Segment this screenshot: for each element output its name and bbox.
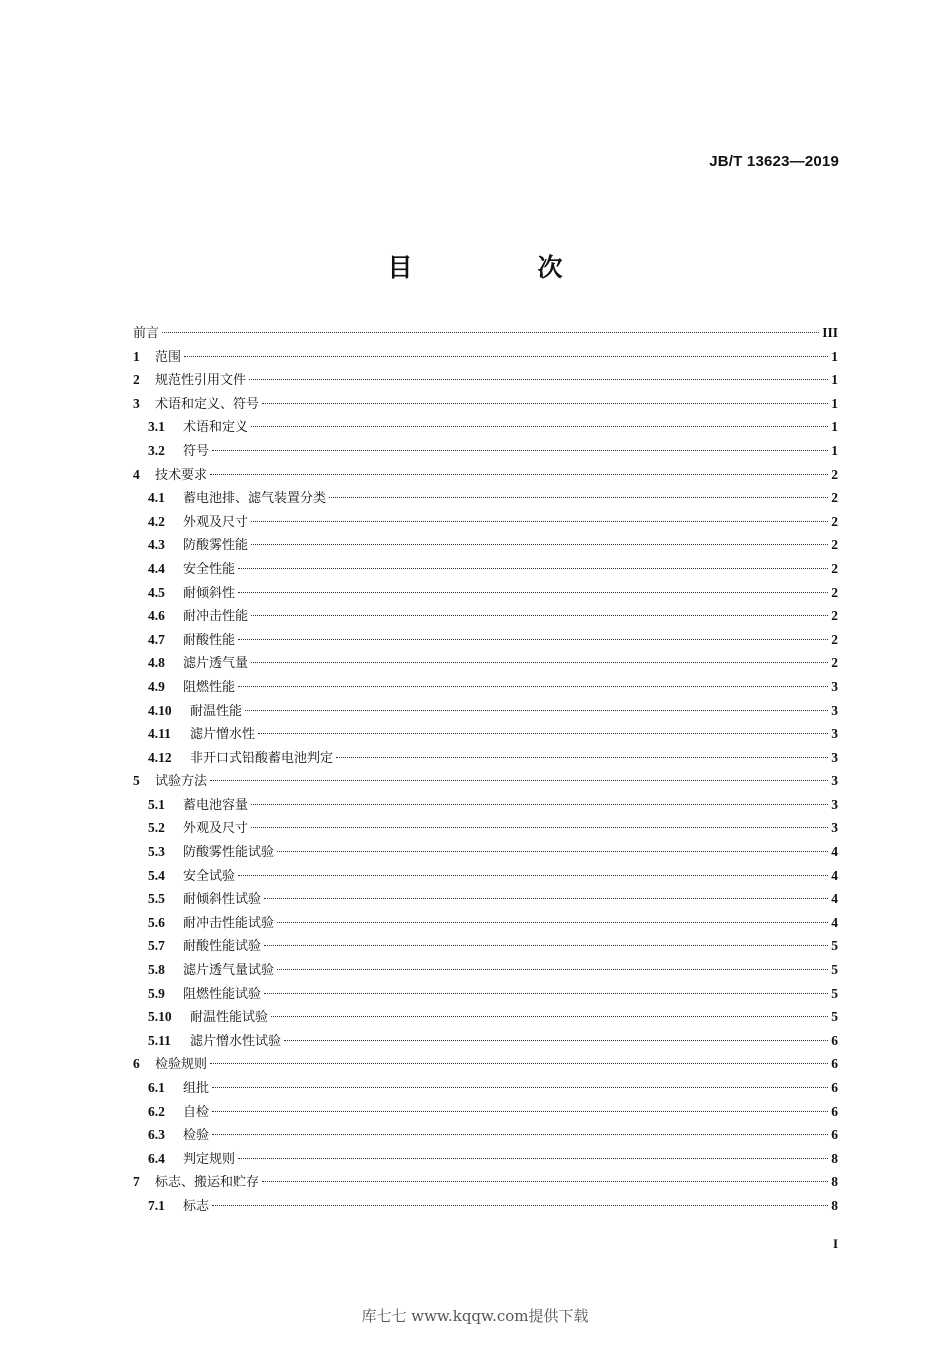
toc-entry-title: 蓄电池容量 [183,797,249,813]
toc-entry-number: 6.3 [148,1127,165,1143]
toc-entry-number: 4 [133,466,140,482]
toc-dot-leader [238,686,828,687]
toc-entry-page: 3 [831,726,838,742]
toc-entry-number: 5.11 [148,1032,171,1048]
toc-entry[interactable] [133,887,838,911]
toc-dot-leader [336,757,828,758]
toc-dot-leader [249,379,828,380]
toc-entry-page: 2 [831,466,838,482]
toc-entry-page: 1 [831,372,838,388]
toc-dot-leader [262,403,828,404]
toc-entry-number: 3 [133,395,140,411]
toc-entry-title: 耐温性能 [190,703,243,719]
toc-entry[interactable] [133,1147,838,1171]
toc-dot-leader [271,1016,828,1017]
toc-entry-title: 检验规则 [155,1057,208,1073]
toc-entry[interactable] [133,463,838,487]
toc-entry-title: 术语和定义 [183,420,249,436]
toc-entry-page: 5 [831,985,838,1001]
toc-entry[interactable] [133,392,838,416]
toc-entry-number: 5.3 [148,844,165,860]
toc-entry-number: 5.6 [148,914,165,930]
toc-entry-title: 范围 [155,349,182,365]
toc-entry[interactable] [133,864,838,888]
toc-entry[interactable] [133,628,838,652]
toc-dot-leader [264,898,828,899]
toc-dot-leader [251,615,828,616]
toc-entry-title: 技术要求 [155,467,208,483]
toc-entry-title: 检验 [183,1128,210,1144]
toc-entry-title: 耐倾斜性试验 [183,892,262,908]
toc-entry-page: 1 [831,442,838,458]
toc-entry-page: 5 [831,1009,838,1025]
toc-dot-leader [258,733,828,734]
toc-entry-title: 非开口式铅酸蓄电池判定 [190,750,334,766]
toc-entry-page: 2 [831,608,838,624]
toc-entry-title: 滤片透气量试验 [183,963,275,979]
toc-entry-page: 8 [831,1174,838,1190]
toc-entry[interactable] [133,368,838,392]
toc-entry-page: 6 [831,1127,838,1143]
toc-entry-title: 防酸雾性能试验 [183,845,275,861]
toc-entry-title: 术语和定义、符号 [155,396,260,412]
toc-entry-title: 安全试验 [183,868,236,884]
toc-entry-title: 组批 [183,1081,210,1096]
toc-entry-number: 6.1 [148,1080,165,1095]
toc-entry-page: 8 [831,1150,838,1166]
toc-entry[interactable] [133,675,838,699]
toc-entry[interactable] [133,982,838,1006]
toc-entry-title: 耐冲击性能试验 [183,915,275,931]
toc-entry-title: 自检 [183,1104,210,1120]
toc-entry-title: 安全性能 [183,561,236,577]
toc-entry-number: 4.2 [148,513,165,529]
toc-entry-page: 2 [831,631,838,647]
toc-entry-title: 耐冲击性能 [183,609,249,625]
toc-entry-title: 耐温性能试验 [190,1010,269,1026]
toc-entry-number: 5.8 [148,962,165,978]
toc-entry-number: 3.1 [148,419,165,435]
toc-entry-title: 滤片憎水性 [190,727,256,743]
toc-dot-leader [277,969,828,970]
toc-entry-number: 5.9 [148,985,165,1001]
toc-entry-number: 5.7 [148,938,165,954]
toc-entry-page: 4 [831,844,838,860]
toc-entry[interactable] [133,1076,838,1100]
toc-entry[interactable] [133,840,838,864]
toc-entry[interactable] [133,604,838,628]
toc-entry-title: 阻燃性能试验 [183,986,262,1002]
toc-dot-leader [212,1087,828,1088]
toc-entry-page: 6 [831,1032,838,1048]
toc-entry-page: 1 [831,395,838,411]
toc-entry-number: 4.9 [148,678,165,694]
toc-entry[interactable] [133,793,838,817]
toc-entry-number: 4.8 [148,655,165,671]
toc-entry-number: 2 [133,372,140,388]
toc-dot-leader [212,1134,828,1135]
toc-entry-page: 4 [831,867,838,883]
toc-entry-page: 2 [831,537,838,553]
toc-entry-page: 3 [831,702,838,718]
toc-dot-leader [184,356,828,357]
toc-entry-title: 耐倾斜性 [183,585,236,601]
toc-dot-leader [238,568,828,569]
toc-entry-title: 耐酸性能试验 [183,939,262,955]
toc-entry-page: 6 [831,1056,838,1072]
toc-entry-page: 5 [831,938,838,954]
toc-dot-leader [251,521,828,522]
toc-entry-number: 4.3 [148,537,165,553]
toc-entry-title: 判定规则 [183,1151,236,1167]
toc-dot-leader [262,1181,828,1182]
toc-entry-number: 4.10 [148,702,172,718]
toc-entry-page: 2 [831,655,838,671]
toc-entry-number: 4.11 [148,726,171,742]
toc-entry[interactable] [133,345,838,369]
toc-entry-number: 5 [133,773,140,789]
standard-code: JB/T 13623—2019 [709,153,839,170]
toc-entry-number: 5.1 [148,796,165,812]
toc-entry-number: 4.4 [148,560,165,576]
toc-entry-page: 2 [831,513,838,529]
toc-entry-number: 4.7 [148,631,165,647]
toc-entry[interactable] [133,722,838,746]
download-watermark: 库七七 www.kqqw.com提供下载 [361,1307,589,1325]
toc-entry-title: 防酸雾性能 [183,538,249,554]
toc-dot-leader [212,1111,828,1112]
toc-entry[interactable] [133,1029,838,1053]
toc-entry[interactable] [133,769,838,793]
toc-entry[interactable] [133,1100,838,1124]
toc-dot-leader [277,851,828,852]
toc-entry-number: 1 [133,348,140,364]
toc-entry-title: 滤片憎水性试验 [190,1033,282,1049]
toc-entry[interactable] [133,1194,838,1218]
toc-entry-number: 5.10 [148,1009,172,1025]
toc-entry[interactable] [133,1052,838,1076]
toc-entry-number: 4.6 [148,608,165,624]
toc-dot-leader [264,945,828,946]
toc-entry-number: 6.2 [148,1103,165,1119]
toc-dot-leader [210,780,828,781]
toc-dot-leader [251,544,828,545]
toc-entry[interactable] [133,699,838,723]
toc-entry[interactable] [133,510,838,534]
toc-dot-leader [238,875,828,876]
toc-entry-page: 1 [831,419,838,435]
toc-entry[interactable] [133,439,838,463]
toc-title: 目 次 [387,253,613,282]
toc-dot-leader [162,332,819,333]
page-number: I [832,1236,838,1251]
toc-entry-title: 试验方法 [155,774,208,790]
toc-entry[interactable] [133,486,838,510]
toc-entry-number: 5.4 [148,867,165,883]
toc-entry[interactable] [133,533,838,557]
toc-entry-page: 3 [831,749,838,765]
toc-entry-page: 8 [831,1197,838,1213]
toc-entry-page: 3 [831,820,838,836]
toc-entry-number: 前言 [133,326,160,341]
toc-dot-leader [264,993,828,994]
toc-entry-page: 3 [831,773,838,789]
toc-entry-page: 5 [831,962,838,978]
toc-entry[interactable] [133,557,838,581]
toc-dot-leader [251,804,828,805]
toc-entry[interactable] [133,1005,838,1029]
toc-entry-page: 4 [831,914,838,930]
toc-entry-number: 3.2 [148,442,165,458]
toc-dot-leader [212,450,828,451]
toc-entry[interactable] [133,746,838,770]
toc-entry-title: 标志 [183,1198,210,1214]
table-of-contents [133,321,838,1218]
toc-dot-leader [251,662,828,663]
toc-dot-leader [238,639,828,640]
toc-dot-leader [245,710,828,711]
toc-entry-number: 4.12 [148,749,172,765]
toc-dot-leader [212,1205,828,1206]
toc-entry[interactable] [133,934,838,958]
toc-entry-number: 6 [133,1056,140,1072]
toc-entry-page: 6 [831,1080,838,1095]
toc-entry-title: 蓄电池排、滤气装置分类 [183,491,327,507]
toc-entry-page: 4 [831,891,838,907]
toc-entry-title: 标志、搬运和贮存 [155,1175,260,1191]
toc-entry[interactable] [133,958,838,982]
toc-entry-title: 规范性引用文件 [155,373,247,389]
toc-entry-page: 3 [831,678,838,694]
toc-entry-page: 3 [831,796,838,812]
toc-entry-number: 7 [133,1174,140,1190]
toc-entry-number: 5.5 [148,891,165,907]
toc-dot-leader [238,1158,828,1159]
toc-entry-page: 2 [831,584,838,600]
toc-entry-number: 5.2 [148,820,165,836]
toc-entry-page: 1 [831,348,838,364]
toc-entry-title: 外观及尺寸 [183,821,249,837]
toc-entry-number: 4.1 [148,490,165,506]
toc-dot-leader [251,827,828,828]
toc-dot-leader [210,474,828,475]
toc-entry[interactable] [133,415,838,439]
toc-dot-leader [284,1040,828,1041]
toc-entry[interactable] [133,321,838,345]
toc-dot-leader [238,592,828,593]
toc-entry[interactable] [133,651,838,675]
toc-entry[interactable] [133,911,838,935]
toc-entry[interactable] [133,581,838,605]
toc-dot-leader [210,1063,828,1064]
toc-entry[interactable] [133,1170,838,1194]
toc-entry-title: 阻燃性能 [183,679,236,695]
toc-dot-leader [251,426,828,427]
toc-entry-number: 7.1 [148,1197,165,1213]
toc-entry-title: 耐酸性能 [183,632,236,648]
toc-entry-page: 2 [831,490,838,506]
toc-entry-number: 6.4 [148,1150,165,1166]
toc-entry-title: 滤片透气量 [183,656,249,672]
toc-entry[interactable] [133,1123,838,1147]
toc-entry[interactable] [133,816,838,840]
toc-entry-title: 外观及尺寸 [183,514,249,530]
toc-dot-leader [277,922,828,923]
toc-entry-number: 4.5 [148,584,165,600]
toc-entry-title: 符号 [183,443,210,459]
toc-entry-page: 2 [831,560,838,576]
toc-entry-page: III [822,325,838,340]
toc-dot-leader [329,497,828,498]
toc-entry-page: 6 [831,1103,838,1119]
